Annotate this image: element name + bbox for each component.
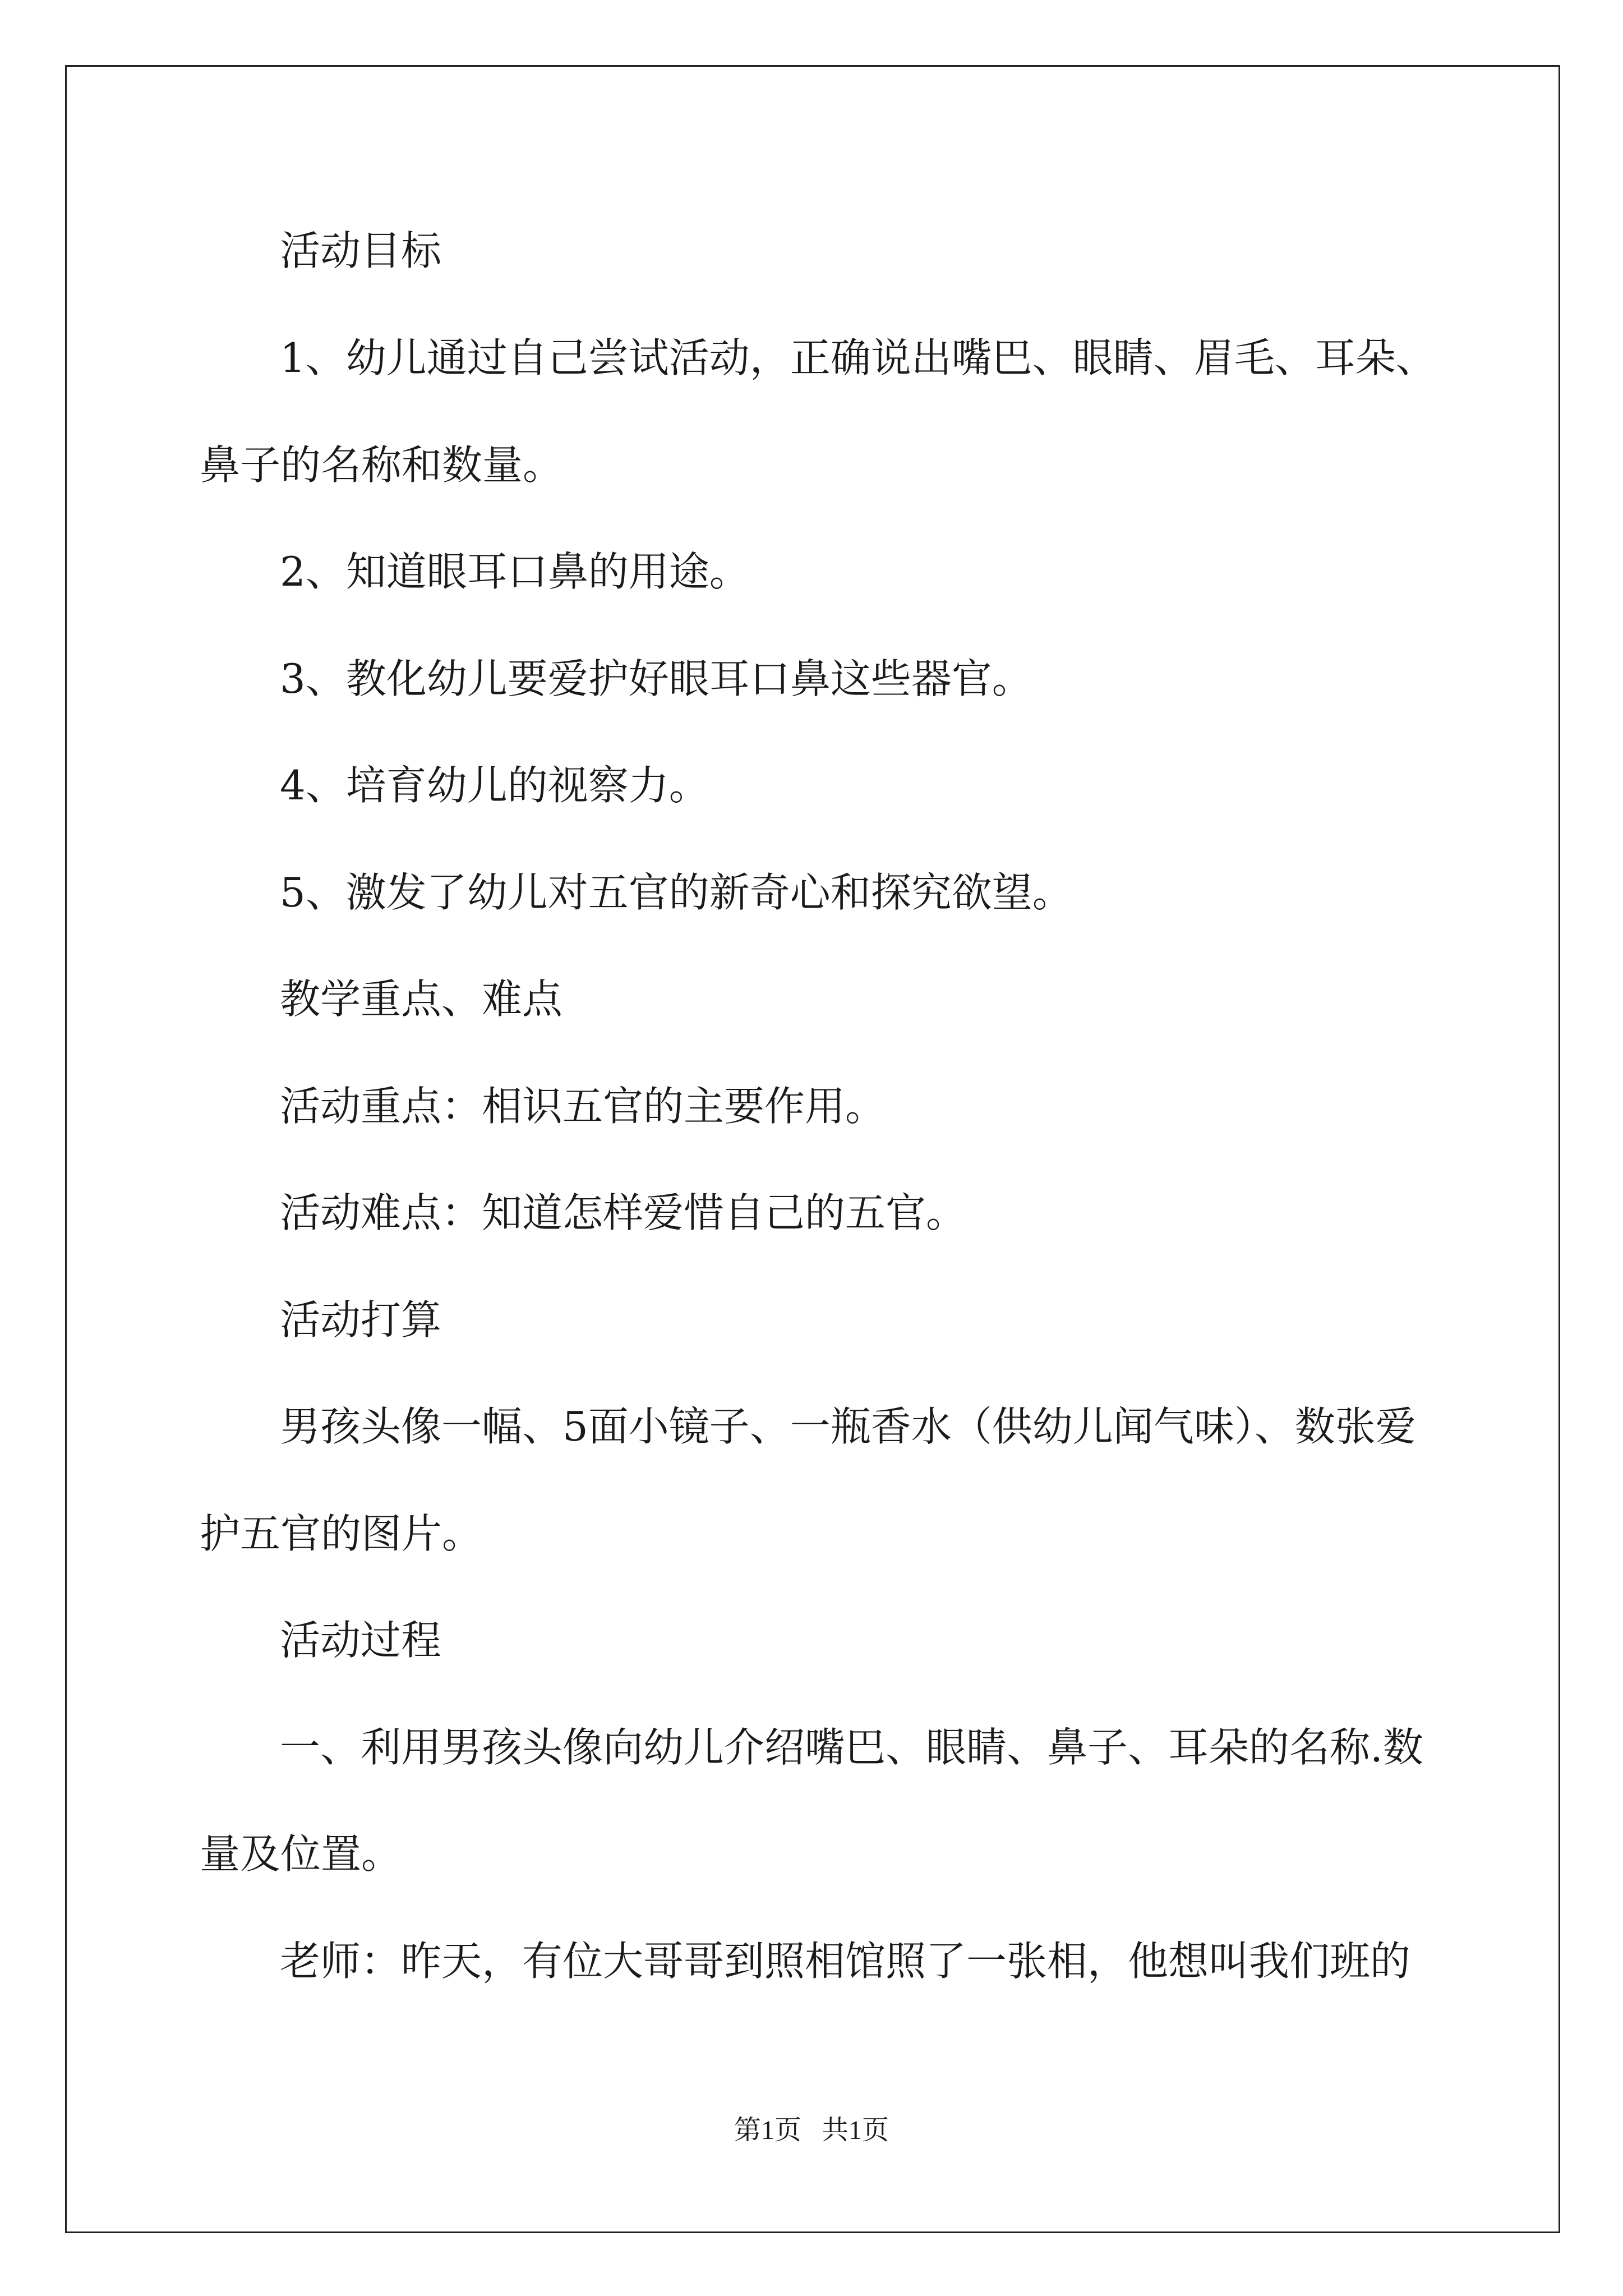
- preparation-text-continued: 护五官的图片。: [200, 1510, 483, 1557]
- page-border: [65, 65, 1560, 2233]
- goal-item-2: 2、知道眼耳口鼻的用途。: [280, 548, 750, 595]
- section-heading-key-points: 教学重点、难点: [280, 976, 563, 1023]
- section-heading-process: 活动过程: [280, 1617, 442, 1664]
- teacher-dialogue: 老师：昨天，有位大哥哥到照相馆照了一张相，他想叫我们班的: [280, 1938, 1411, 1985]
- process-step-1: 一、利用男孩头像向幼儿介绍嘴巴、眼睛、鼻子、耳朵的名称.数: [280, 1724, 1423, 1771]
- goal-item-4: 4、培育幼儿的视察力。: [280, 762, 709, 809]
- difficulty-text: 活动难点：知道怎样爱惜自己的五官。: [280, 1189, 967, 1236]
- goal-item-1: 1、幼儿通过自己尝试活动，正确说出嘴巴、眼睛、眉毛、耳朵、: [280, 334, 1436, 381]
- page-number-footer: 第1页 共1页: [734, 2115, 889, 2145]
- goal-item-5: 5、激发了幼儿对五官的新奇心和探究欲望。: [280, 869, 1073, 916]
- section-heading-goals: 活动目标: [280, 227, 442, 274]
- preparation-text: 男孩头像一幅、5面小镜子、一瓶香水（供幼儿闻气味）、数张爱: [280, 1403, 1416, 1450]
- process-step-1-continued: 量及位置。: [200, 1830, 402, 1878]
- goal-item-3: 3、教化幼儿要爱护好眼耳口鼻这些器官。: [280, 655, 1032, 702]
- section-heading-preparation: 活动打算: [280, 1296, 442, 1343]
- key-point-text: 活动重点：相识五官的主要作用。: [280, 1083, 886, 1130]
- goal-item-1-continued: 鼻子的名称和数量。: [200, 441, 564, 489]
